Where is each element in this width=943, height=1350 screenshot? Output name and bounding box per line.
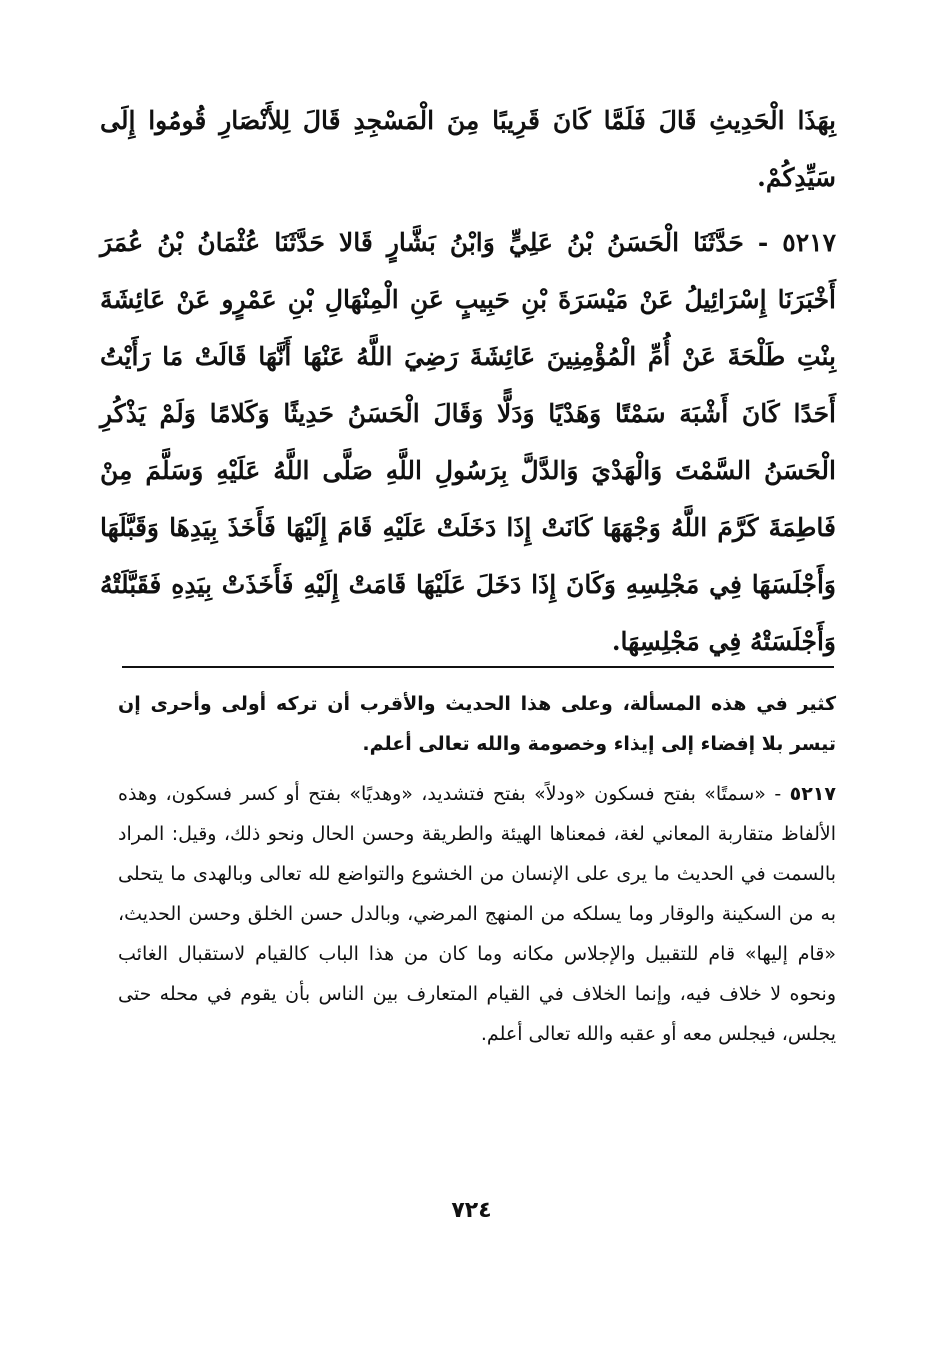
page-number: ٧٢٤: [451, 1198, 492, 1223]
hadith-paragraph-continuation: [100, 92, 836, 206]
paragraph-text: - حَدَّثَنَا الْحَسَنُ بْنُ عَلِيٍّ وَابْنُ بَشَّارٍ قَالا حَدَّثَنَا عُثْمَانُ بْنُ عُمَرَ أَخْبَرَنَا إِسْرَائِيلُ عَنْ مَيْسَرَةَ بْنِ حَبِيبٍ عَنِ الْمِنْهَالِ بْنِ عَمْرٍو عَنْ عَائِشَةَ بِنْتِ طَلْحَةَ عَنْ أُمِّ الْمُؤْمِنِينَ عَائِشَةَ رَضِيَ اللَّهُ عَنْهَا أَنَّهَا قَالَتْ مَا رَأَيْتُ أَحَدًا كَانَ أَشْبَهَ سَمْتًا وَهَدْيًا وَدَلًّا وَقَالَ الْحَسَنُ حَدِيثًا وَكَلامًا وَلَمْ يَذْكُرِ الْحَسَنُ السَّمْتَ وَالْهَدْيَ وَالدَّلَّ بِرَسُولِ اللَّهِ صَلَّى اللَّهُ عَلَيْهِ وَسَلَّمَ مِنْ فَاطِمَةَ كَرَّمَ اللَّهُ وَجْهَهَا كَانَتْ إِذَا دَخَلَتْ عَلَيْهِ قَامَ إِلَيْهَا فَأَخَذَ بِيَدِهَا وَقَبَّلَهَا وَأَجْلَسَهَا فِي مَجْلِسِهِ وَكَانَ إِذَا دَخَلَ عَلَيْهَا قَامَتْ إِلَيْهِ فَأَخَذَتْ بِيَدِهِ فَقَبَّلَتْهُ وَأَجْلَسَتْهُ فِي مَجْلِسِهَا.: [100, 228, 836, 656]
hadith-main-text: [100, 92, 836, 670]
footnote-5217: [118, 774, 836, 1054]
footnote-text: - «سمتًا» بفتح فسكون «ودلاً» بفتح فتشديد، «وهديًا» بفتح أو كسر فسكون، وهذه الألفاظ متقاربة المعاني لغة، فمعناها الهيئة والطريقة وحسن الحال ونحو ذلك، وقيل: المراد بالسمت في الحديث ما يرى على الإنسان من الخشوع والتواضع لله تعالى وبالهدى ما يتحلى به من السكينة والوقار وما يسلكه من المنهج المرضي، وبالدل حسن الخلق وحسن الحديث، «قام إليها» قام للتقبيل والإجلاس مكانه وما كان من هذا الباب كالقيام لاستقبال الغائب ونحوه لا خلاف فيه، وإنما الخلاف في القيام المتعارف بين الناس بأن يقوم في محله حتى يجلس، فيجلس معه أو عقبه والله تعالى أعلم.: [118, 783, 836, 1045]
paragraph-text: بِهَذَا الْحَدِيثِ قَالَ فَلَمَّا كَانَ قَرِيبًا مِنَ الْمَسْجِدِ قَالَ لِلأَنْصَارِ قُومُوا إِلَى سَيِّدِكُمْ.: [100, 106, 836, 192]
hadith-paragraph-5217: [100, 214, 836, 670]
footnote-number: ٥٢١٧: [789, 783, 836, 805]
footnote-text: كثير في هذه المسألة، وعلى هذا الحديث والأقرب أن تركه أولى وأحرى إن تيسر بلا إفضاء إلى إيذاء وخصومة والله تعالى أعلم.: [118, 693, 836, 755]
commentary-footnotes: [118, 684, 836, 1054]
footnote-separator: [122, 666, 834, 668]
footnote-continuation: [118, 684, 836, 764]
hadith-number: ٥٢١٧: [782, 228, 836, 257]
